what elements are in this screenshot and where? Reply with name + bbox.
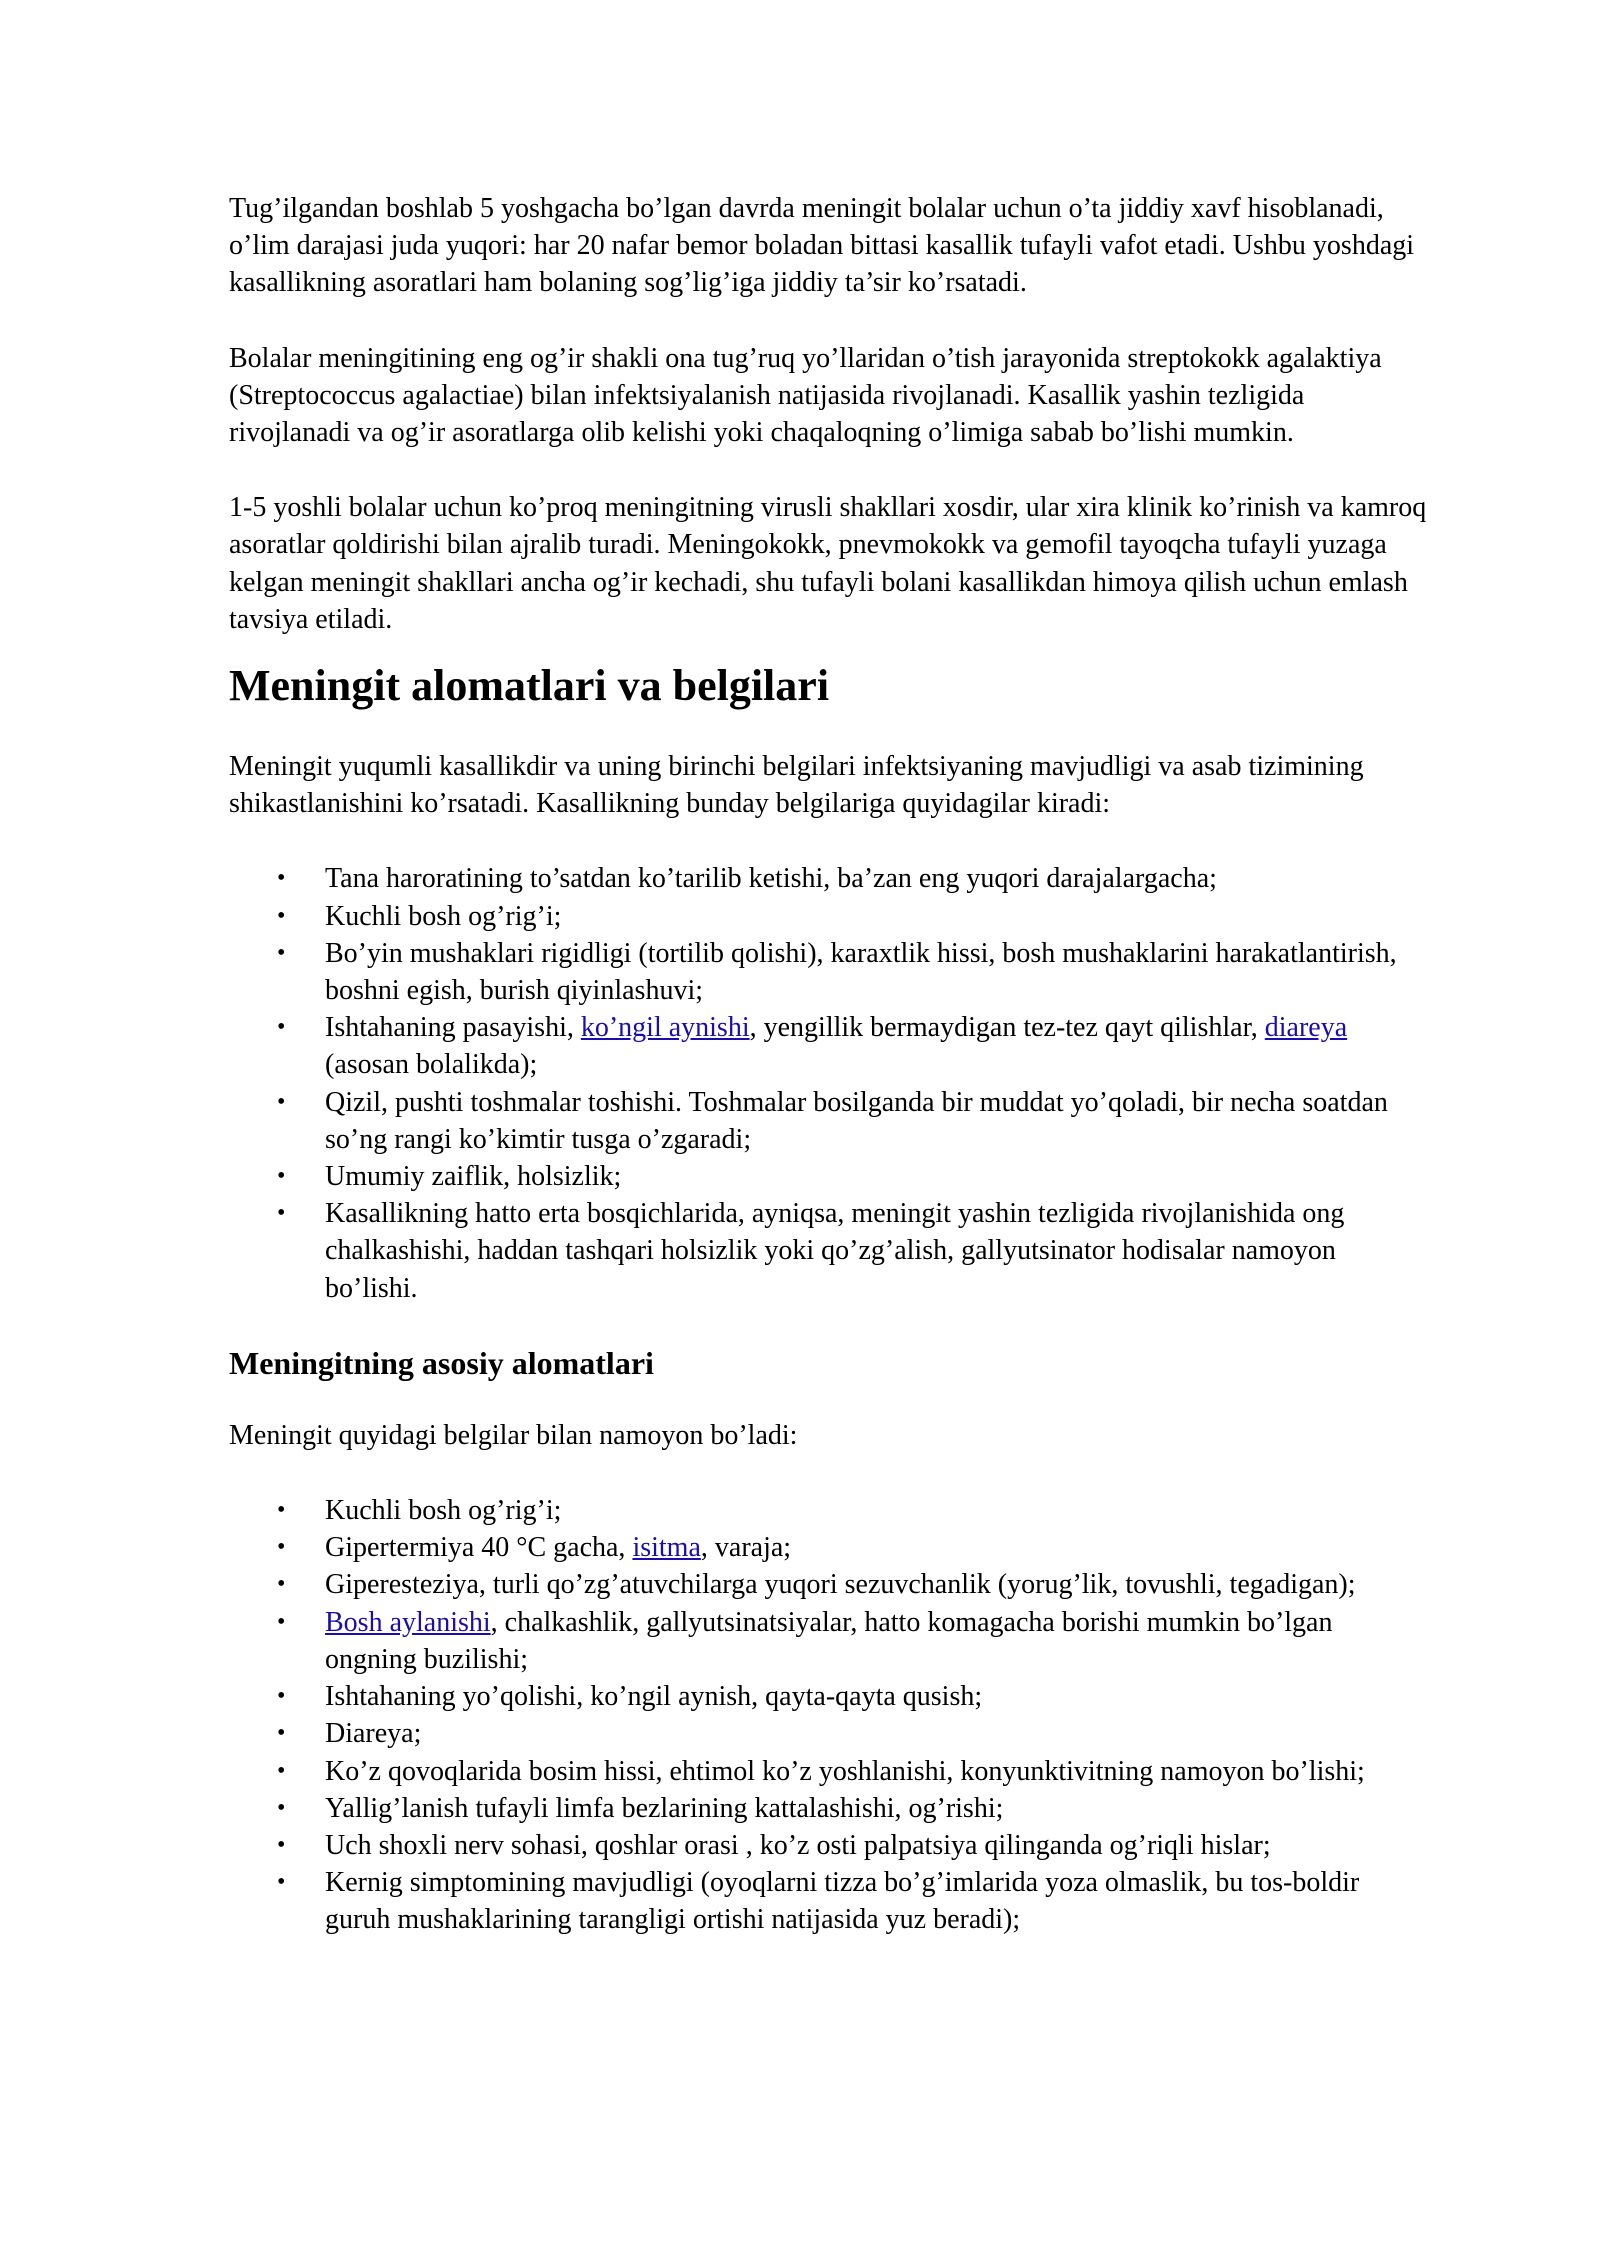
bullet-icon: • [277,902,286,929]
bullet-icon: • [277,1757,286,1784]
bullet-icon: • [277,1200,286,1227]
list-item [277,1158,1429,1195]
list-item [277,860,1429,897]
list-item-text: Yallig’lanish tufayli limfa bezlarining kattalashishi, og’rishi; [325,1792,1004,1824]
bullet-icon: • [277,1088,286,1115]
list-item [277,1678,1429,1715]
list-item [277,1864,1429,1938]
list-item-text: , varaja; [700,1532,792,1564]
list-item-text: Diareya; [325,1718,422,1750]
list-item-text: Ko’z qovoqlarida bosim hissi, ehtimol ko’z yoshlanishi, konyunktivitning namoyon bo’lishi; [325,1755,1365,1787]
list-item-text: Tana haroratining to’satdan ko’tarilib ketishi, ba’zan eng yuqori darajalargacha; [325,863,1217,895]
document-page [229,190,1429,1939]
list-item-text: Kuchli bosh og’rig’i; [325,900,562,932]
list-item-text: , chalkashlik, gallyutsinatsiyalar, hatto komagacha borishi mumkin bo’lgan ongning buzilishi; [325,1606,1333,1675]
list-item-text: Kasallikning hatto erta bosqichlarida, ayniqsa, meningit yashin tezligida rivojlanishida ong chalkashishi, haddan tashqari holsizlik yoki qo’zg’alish, gallyutsinator hodisalar namoyon bo’lishi. [325,1198,1345,1304]
paragraph-infant-mortality: Tug’ilgandan boshlab 5 yoshgacha bo’lgan davrda meningit bolalar uchun o’ta jiddiy xavf hisoblanadi, o’lim darajasi juda yuqori: har 20 nafar bemor boladan bittasi kasallik tufayli vafot etadi. Ushbu yoshdagi kasallikning asoratlari ham bolaning sog’lig’iga jiddiy ta’sir ko’rsatadi. [229,193,1415,299]
section-intro-main-symptoms: Meningit quyidagi belgilar bilan namoyon bo’ladi: [229,1419,798,1451]
list-item [277,1084,1429,1158]
list-item-text: Kernig simptomining mavjudligi (oyoqlarni tizza bo’g’imlarida yoza olmaslik, bu tos-boldir guruh mushaklarining tarangligi ortishi natijasida yuz beradi); [325,1867,1360,1936]
bullet-icon: • [277,1720,286,1747]
list-item [277,1715,1429,1752]
list-item [277,1753,1429,1790]
link-dizziness[interactable]: Bosh aylanishi [325,1606,491,1638]
list-item-text: Ishtahaning yo’qolishi, ko’ngil aynish, qayta-qayta qusish; [325,1681,983,1713]
list-item [277,1790,1429,1827]
list-item [277,1529,1429,1566]
paragraph-severe-form: Bolalar meningitining eng og’ir shakli ona tug’ruq yo’llaridan o’tish jarayonida streptokokk agalaktiya (Streptococcus agalactiae) bilan infektsiyalanish natijasida rivojlanadi. Kasallik yashin tezligida rivojlanadi va og’ir asoratlarga olib kelishi yoki chaqaloqning o’limiga sabab bo’lishi mumkin. [229,342,1382,449]
section-intro-symptoms: Meningit yuqumli kasallikdir va uning birinchi belgilari infektsiyaning mavjudligi va asab tizimining shikastlanishini ko’rsatadi. Kasallikning bunday belgilariga quyidagilar kiradi: [229,751,1364,820]
link-diarrhea[interactable]: diareya [1264,1012,1348,1044]
bullet-icon: • [277,1014,286,1041]
list-item-text: Bo’yin mushaklari rigidligi (tortilib qolishi), karaxtlik hissi, bosh mushaklarini harakatlantirish, boshni egish, burish qiyinlashuvi; [325,937,1397,1007]
link-fever[interactable]: isitma [632,1532,701,1564]
list-item-text: Kuchli bosh og’rig’i; [325,1495,562,1527]
paragraph-viral-forms: 1-5 yoshli bolalar uchun ko’proq meningitning virusli shakllari xosdir, ular xira klinik ko’rinish va kamroq asoratlar qoldirishi bilan ajralib turadi. Meningokokk, pnevmokokk va gemofil tayoqcha tufayli yuzaga kelgan meningit shakllari ancha og’ir kechadi, shu tufayli bolani kasallikdan himoya qilish uchun emlash tavsiya etiladi. [229,492,1427,635]
main-symptoms-list [229,1492,1429,1938]
link-nausea[interactable]: ko’ngil aynishi [580,1012,750,1044]
list-item-text: Uch shoxli nerv sohasi, qoshlar orasi , ko’z osti palpatsiya qilinganda og’riqli hislar; [325,1829,1271,1861]
bullet-icon: • [277,1497,286,1524]
bullet-icon: • [277,1683,286,1710]
list-item [277,1566,1429,1603]
bullet-icon: • [277,1831,286,1858]
list-item-text: Umumiy zaiflik, holsizlik; [325,1161,622,1193]
list-item-text: Qizil, pushti toshmalar toshishi. Toshmalar bosilganda bir muddat yo’qoladi, bir necha soatdan so’ng rangi ko’kimtir tusga o’zgaradi; [325,1086,1388,1155]
bullet-icon: • [277,865,286,892]
list-item [277,898,1429,935]
list-item [277,1195,1429,1307]
bullet-icon: • [277,1534,286,1561]
bullet-icon: • [277,1163,286,1190]
section-heading-symptoms: Meningit alomatlari va belgilari [229,661,830,711]
bullet-icon: • [277,1608,286,1635]
section-heading-main-symptoms: Meningitning asosiy alomatlari [229,1344,654,1381]
list-item [277,1009,1429,1083]
list-item-text: (asosan bolalikda); [325,1049,538,1081]
list-item [277,935,1429,1009]
list-item [277,1827,1429,1864]
list-item-text: Gipertermiya 40 °C gacha, [325,1532,633,1564]
list-item-text: Ishtahaning pasayishi, [325,1012,581,1044]
bullet-icon: • [277,1571,286,1598]
bullet-icon: • [277,939,286,966]
bullet-icon: • [277,1869,286,1896]
bullet-icon: • [277,1794,286,1821]
list-item-text: , yengillik bermaydigan tez-tez qayt qilishlar, [749,1012,1265,1044]
list-item [277,1604,1429,1678]
symptoms-list [229,860,1429,1306]
list-item [277,1492,1429,1529]
list-item-text: Giperesteziya, turli qo’zg’atuvchilarga yuqori sezuvchanlik (yorug’lik, tovushli, tegadigan); [325,1569,1356,1601]
